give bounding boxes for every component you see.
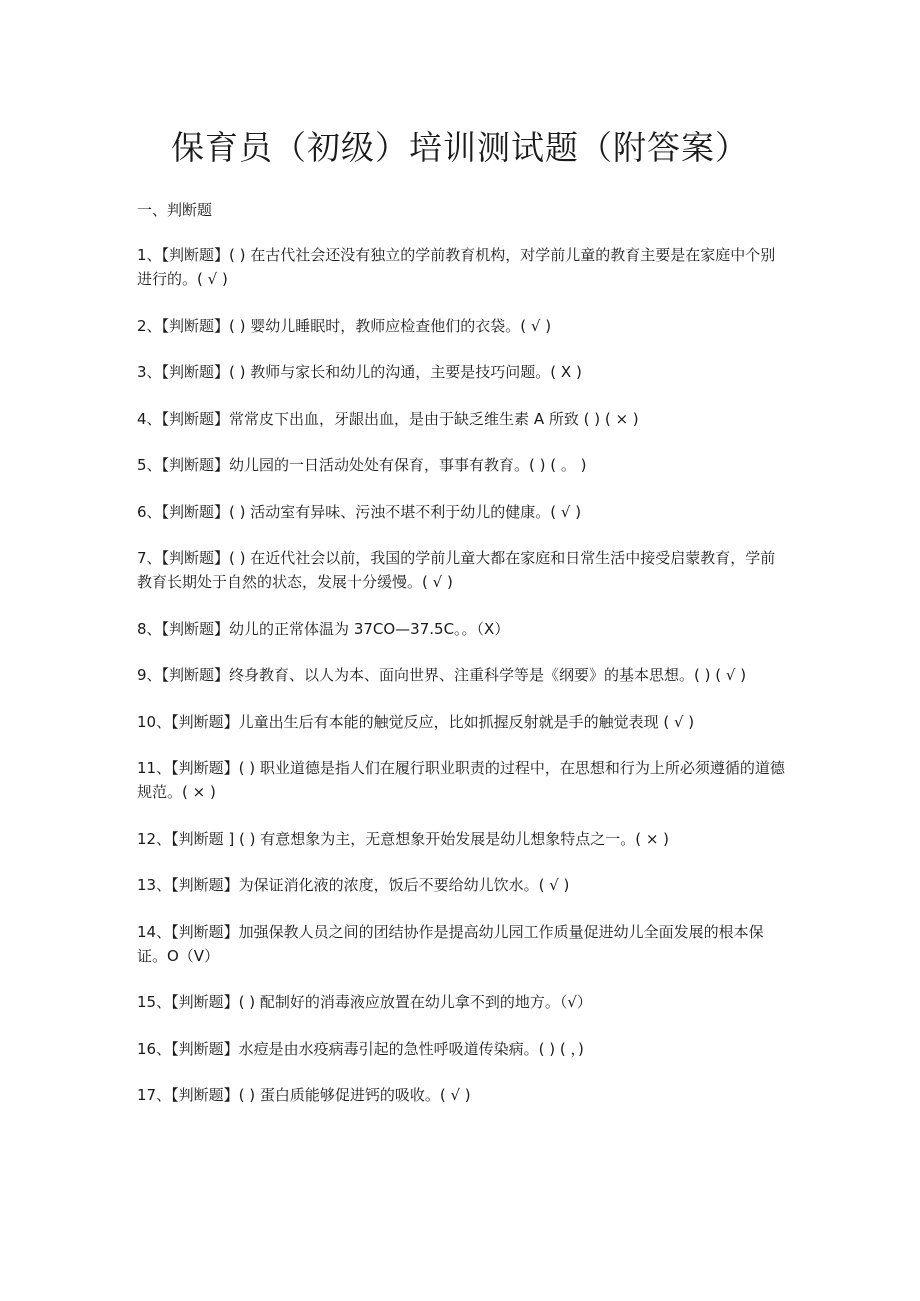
question-item: 12、【判断题 ] ( ) 有意想象为主，无意想象开始发展是幼儿想象特点之一。( × ) <box>137 829 670 848</box>
question-item: 5、【判断题】幼儿园的一日活动处处有保育，事事有教育。( ) ( 。 ) <box>137 456 587 474</box>
question-item: 2、【判断题】( ) 婴幼儿睡眠时，教师应检查他们的衣袋。( √ ) <box>137 316 552 335</box>
question-item: 13、【判断题】为保证消化液的浓度，饭后不要给幼儿饮水。( √ ) <box>137 876 570 894</box>
question-item: 4、【判断题】常常皮下出血，牙龈出血，是由于缺乏维生素 A 所致 ( ) ( × ) <box>137 409 639 428</box>
question-item: 9、【判断题】终身教育、以人为本、面向世界、注重科学等是《纲要》的基本思想。( ) ( √ ) <box>137 666 747 684</box>
question-item: 17、【判断题】( ) 蛋白质能够促进钙的吸收。( √ ) <box>137 1086 471 1104</box>
question-item: 8、【判断题】幼儿的正常体温为 37CO—37.5C。。（X） <box>137 619 510 638</box>
question-item: 6、【判断题】( ) 活动室有异味、污浊不堪不利于幼儿的健康。( √ ) <box>137 502 582 521</box>
question-item: 1、【判断题】( ) 在古代社会还没有独立的学前教育机构，对学前儿童的教育主要是在家庭中个别进行的。( √ ) <box>137 246 776 288</box>
document-title: 保育员（初级）培训测试题（附答案） <box>171 128 749 167</box>
section-heading: 一、判断题 <box>137 201 213 219</box>
question-item: 7、【判断题】( ) 在近代社会以前，我国的学前儿童大都在家庭和日常生活中接受启蒙教育，学前教育长期处于自然的状态，发展十分缓慢。( √ ) <box>137 549 776 591</box>
question-item: 11、【判断题】( ) 职业道德是指人们在履行职业职责的过程中，在思想和行为上所必须遵循的道德规范。( × ) <box>137 759 785 801</box>
question-item: 15、【判断题】( ) 配制好的消毒液应放置在幼儿拿不到的地方。（√） <box>137 993 592 1011</box>
question-list <box>137 243 787 1130</box>
question-item: 16、【判断题】水痘是由水疫病毒引起的急性呼吸道传染病。( ) ( ，) <box>137 1039 584 1058</box>
question-item: 3、【判断题】( ) 教师与家长和幼儿的沟通，主要是技巧问题。( X ) <box>137 363 582 381</box>
question-item: 14、【判断题】加强保教人员之间的团结协作是提高幼儿园工作质量促进幼儿全面发展的根本保证。O（V） <box>137 922 764 965</box>
question-item: 10、【判断题】儿童出生后有本能的触觉反应，比如抓握反射就是手的触觉表现 ( √ ) <box>137 712 695 731</box>
